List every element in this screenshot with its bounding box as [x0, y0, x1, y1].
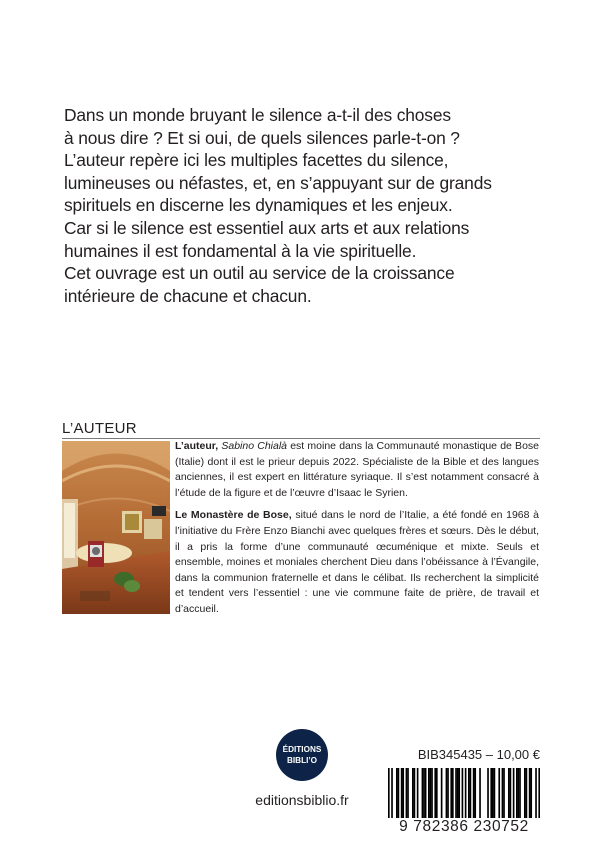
barcode-bar [388, 768, 390, 818]
barcode-bar [436, 768, 438, 818]
publisher-website: editionsbiblio.fr [255, 792, 349, 808]
barcode-bar [425, 768, 427, 818]
barcode-bar [462, 768, 464, 818]
barcode-bar [516, 768, 518, 818]
monastery-paragraph [175, 508, 539, 617]
isbn-number: 9 782386 230752 [399, 818, 529, 835]
barcode-bar [401, 768, 403, 818]
barcode-bar [474, 768, 476, 818]
barcode-bar [455, 768, 457, 818]
barcode-bar [470, 768, 472, 818]
barcode-bar [398, 768, 400, 818]
barcode-bar [519, 768, 521, 818]
barcode-bar [434, 768, 436, 818]
barcode-bar [446, 768, 448, 818]
blurb-line: humaines il est fondamental à la vie spirituelle. [64, 240, 417, 261]
blurb-line: Car si le silence est essentiel aux arts et aux relations [64, 217, 470, 238]
barcode-bar [487, 768, 489, 818]
barcode-bar [452, 768, 454, 818]
reference-price: BIB345435 – 10,00 € [417, 747, 540, 762]
barcode-bar [422, 768, 424, 818]
blurb-line: L’auteur repère ici les multiples facettes du silence, [64, 150, 449, 171]
barcode-bar [473, 768, 475, 818]
back-cover-blurb [64, 104, 564, 307]
barcode-bar [458, 768, 460, 818]
barcode-bar [490, 768, 492, 818]
monastery-text: situé dans le nord de l’Italie, a été fondé en 1968 à l’initiative du Frère Enzo Bianchi avec quelques frères et sœurs. Dès le début, il a pris la forme d’une communauté œcuménique et mixte. Seuls et ensemble, moines et moniales cherchent Dieu dans l’obéissance à l’Évangile, dans la communion fraternelle et dans le célibat. Ils recherchent la simplicité et tendent vers l’essentiel : une vie commune faite de prière, de travail et d’accueil. [175, 509, 539, 615]
barcode-bar [508, 768, 510, 818]
barcode-bar [430, 768, 432, 818]
blurb-line: intérieure de chacune et chacun. [64, 285, 312, 306]
monastery-photo [62, 441, 170, 614]
author-name: Sabino Chialà [221, 440, 288, 452]
blurb-line: Dans un monde bruyant le silence a-t-il des choses [64, 105, 451, 125]
barcode-bar [494, 768, 496, 818]
author-text: est moine dans la Communauté monastique de Bose (Italie) dont il est le prieur depuis 2022. Spécialiste de la Bible et des langues anciennes, il est expert en littérature syriaque. Il s’est notamment consacré à l’étude de la figure et de l’œuvre d’Isaac le Syrien. [175, 440, 539, 499]
barcode-bar [502, 768, 504, 818]
barcode [388, 768, 540, 818]
barcode-bar [391, 768, 393, 818]
barcode-bar [447, 768, 449, 818]
logo-line-2: BIBLI’O [286, 756, 318, 765]
barcode-bar [518, 768, 520, 818]
blurb-line: lumineuses ou néfastes, et, en s’appuyant sur de grands [64, 172, 492, 193]
barcode-bar [468, 768, 470, 818]
barcode-bar [529, 768, 531, 818]
barcode-bar [530, 768, 532, 818]
barcode-bar [431, 768, 433, 818]
barcode-bar [402, 768, 404, 818]
author-lead: L’auteur, [175, 440, 219, 452]
author-bio [175, 439, 539, 625]
barcode-bar [513, 768, 515, 818]
barcode-bar [406, 768, 408, 818]
barcode-bar [407, 768, 409, 818]
barcode-bar [417, 768, 419, 818]
blurb-line: Cet ouvrage est un outil au service de la croissance [64, 263, 455, 284]
barcode-bar [535, 768, 537, 818]
blurb-line: à nous dire ? Et si oui, de quels silences parle-t-on ? [64, 127, 460, 148]
barcode-bar [457, 768, 459, 818]
logo-line-1: ÉDITIONS [282, 745, 322, 754]
barcode-bar [503, 768, 505, 818]
monastery-lead: Le Monastère de Bose, [175, 509, 292, 522]
barcode-bar [526, 768, 528, 818]
barcode-bar [450, 768, 452, 818]
barcode-bar [428, 768, 430, 818]
barcode-bar [465, 768, 467, 818]
author-paragraph [175, 439, 539, 501]
barcode-bar [524, 768, 526, 818]
barcode-bar [423, 768, 425, 818]
publisher-logo [276, 729, 328, 781]
barcode-bar [510, 768, 512, 818]
barcode-bar [538, 768, 540, 818]
barcode-bar [396, 768, 398, 818]
barcode-bar [412, 768, 414, 818]
barcode-bar [414, 768, 416, 818]
blurb-line: spirituels en discerne les dynamiques et les enjeux. [64, 195, 453, 216]
barcode-bar [498, 768, 500, 818]
barcode-bar [479, 768, 481, 818]
author-section-title: L’AUTEUR [62, 420, 137, 437]
barcode-bar [441, 768, 443, 818]
barcode-bar [492, 768, 494, 818]
